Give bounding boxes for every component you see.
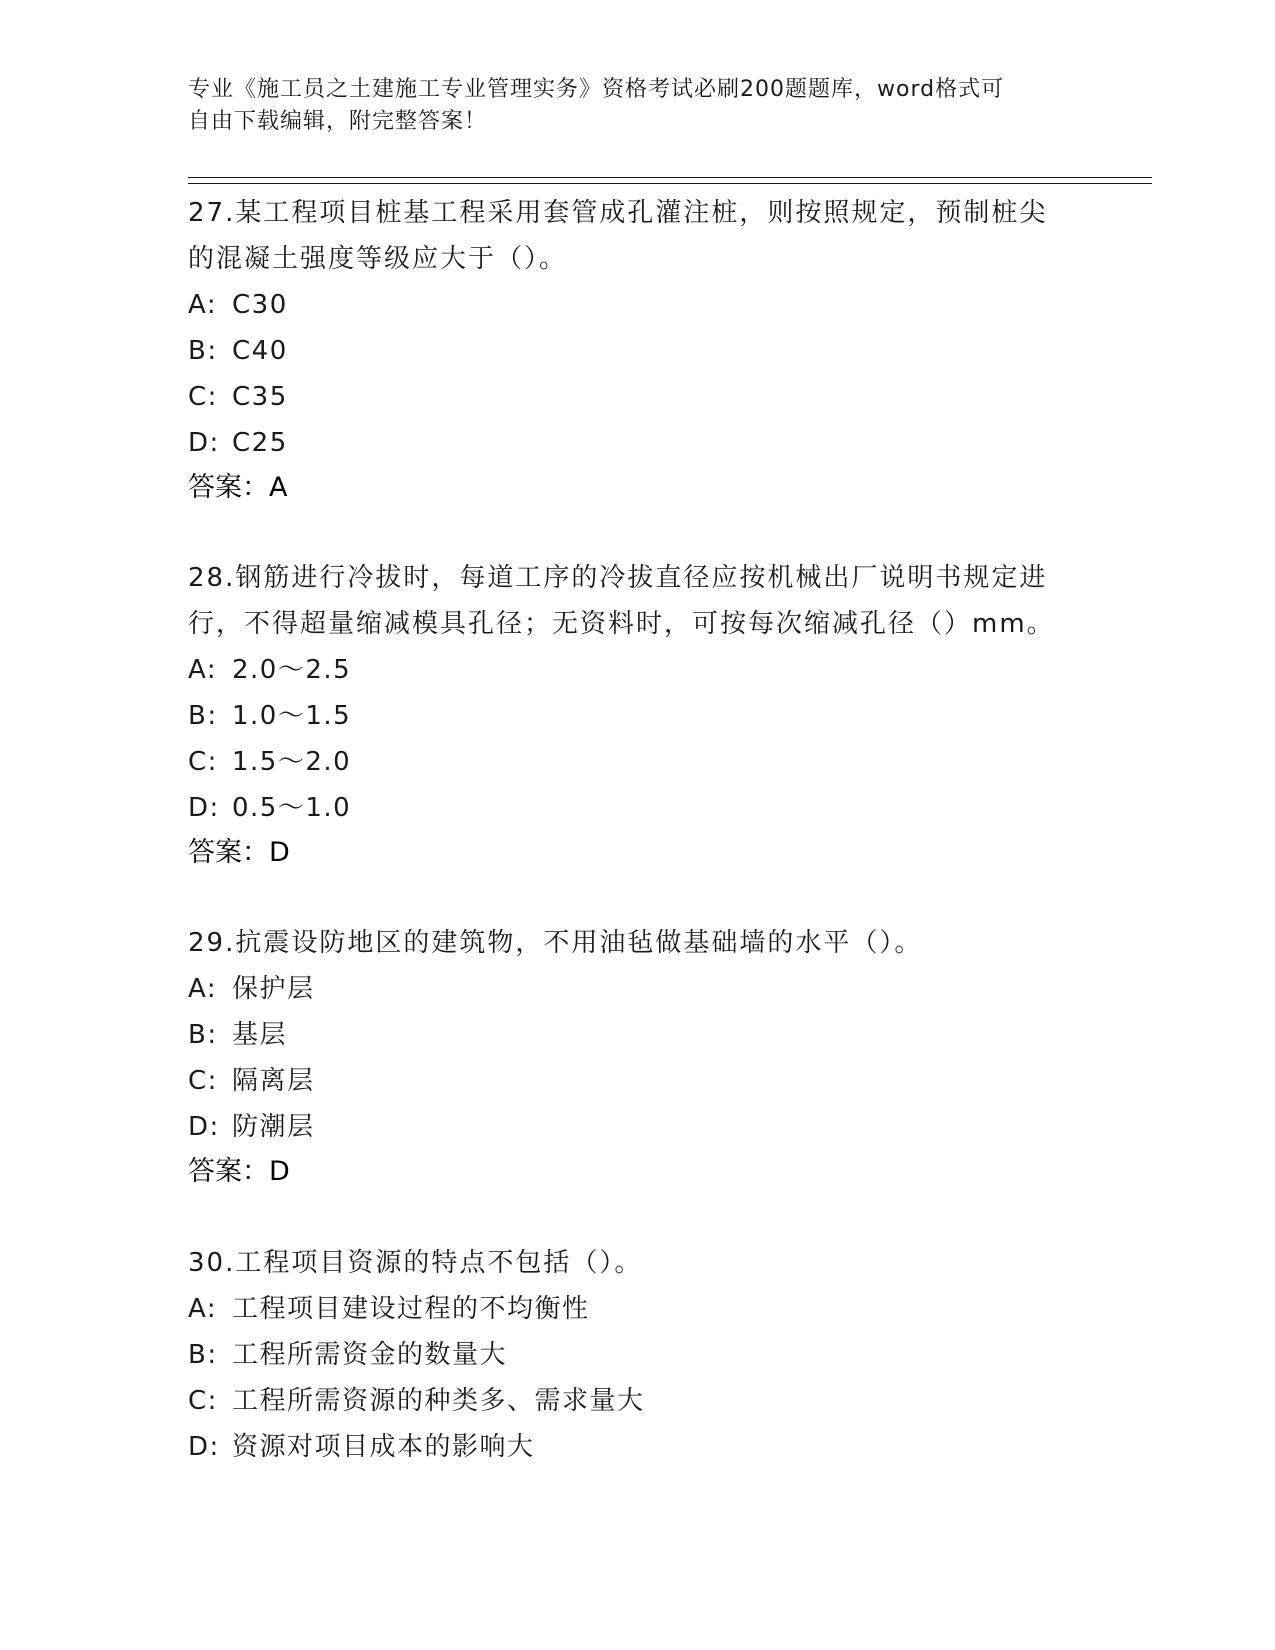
option-c [188, 374, 1088, 420]
question-29 [188, 920, 1088, 1194]
option-text: C30 [232, 290, 288, 320]
option-text: 工程所需资源的种类多、需求量大 [232, 1386, 645, 1416]
option-text: C35 [232, 382, 288, 412]
question-27 [188, 190, 1088, 510]
option-key: B: [188, 1340, 218, 1370]
option-text: C40 [232, 336, 288, 366]
option-text: 资源对项目成本的影响大 [232, 1432, 535, 1462]
option-d [188, 420, 1088, 466]
option-b [188, 1332, 1088, 1378]
question-text-line: 的混凝土强度等级应大于（）。 [188, 244, 568, 274]
option-key: B: [188, 701, 218, 731]
option-a [188, 966, 1088, 1012]
header-line-2: 自由下载编辑，附完整答案！ [188, 109, 488, 134]
option-d [188, 1424, 1088, 1470]
option-b [188, 1012, 1088, 1058]
option-a [188, 1286, 1088, 1332]
header-divider-bottom [188, 183, 1152, 184]
option-key: B: [188, 1020, 218, 1050]
option-key: C: [188, 747, 218, 777]
option-text: 工程项目建设过程的不均衡性 [232, 1294, 590, 1324]
header-line-1: 专业《施工员之土建施工专业管理实务》资格考试必刷200题题库，word格式可 [188, 77, 1005, 102]
option-key: A: [188, 290, 218, 320]
option-key: C: [188, 1386, 218, 1416]
option-c [188, 739, 1088, 785]
option-key: D: [188, 1112, 220, 1142]
option-c [188, 1058, 1088, 1104]
option-b [188, 328, 1088, 374]
document-header [188, 74, 1088, 138]
option-d [188, 1104, 1088, 1150]
option-a [188, 282, 1088, 328]
option-key: D: [188, 428, 220, 458]
option-key: B: [188, 336, 218, 366]
question-text-line: 29.抗震设防地区的建筑物，不用油毡做基础墙的水平（）。 [188, 928, 923, 958]
option-text: 隔离层 [232, 1066, 315, 1096]
question-text-line: 28.钢筋进行冷拔时，每道工序的冷拔直径应按机械出厂说明书规定进 [188, 563, 1048, 593]
option-key: C: [188, 1066, 218, 1096]
option-text: 1.0～1.5 [232, 701, 352, 731]
question-30 [188, 1240, 1088, 1470]
option-key: D: [188, 1432, 220, 1462]
answer-label: 答案：D [188, 1156, 290, 1187]
option-text: 工程所需资金的数量大 [232, 1340, 508, 1370]
option-key: A: [188, 974, 218, 1004]
option-key: A: [188, 1294, 218, 1324]
option-text: 0.5～1.0 [232, 793, 352, 823]
question-text-line: 27.某工程项目桩基工程采用套管成孔灌注桩，则按照规定，预制桩尖 [188, 198, 1048, 228]
option-a [188, 647, 1088, 693]
option-key: A: [188, 655, 218, 685]
option-text: 1.5～2.0 [232, 747, 352, 777]
option-text: 防潮层 [232, 1112, 315, 1142]
option-text: 基层 [232, 1020, 288, 1050]
question-text-line: 行，不得超量缩减模具孔径；无资料时，可按每次缩减孔径（）mm。 [188, 609, 1055, 639]
option-d [188, 785, 1088, 831]
question-28 [188, 555, 1088, 875]
answer-label: 答案：A [188, 472, 288, 503]
answer-label: 答案：D [188, 837, 290, 868]
option-text: 2.0～2.5 [232, 655, 352, 685]
option-b [188, 693, 1088, 739]
option-text: 保护层 [232, 974, 315, 1004]
option-key: C: [188, 382, 218, 412]
option-c [188, 1378, 1088, 1424]
option-text: C25 [232, 428, 288, 458]
option-key: D: [188, 793, 220, 823]
question-text-line: 30.工程项目资源的特点不包括（）。 [188, 1248, 643, 1278]
header-divider-top [188, 177, 1152, 178]
